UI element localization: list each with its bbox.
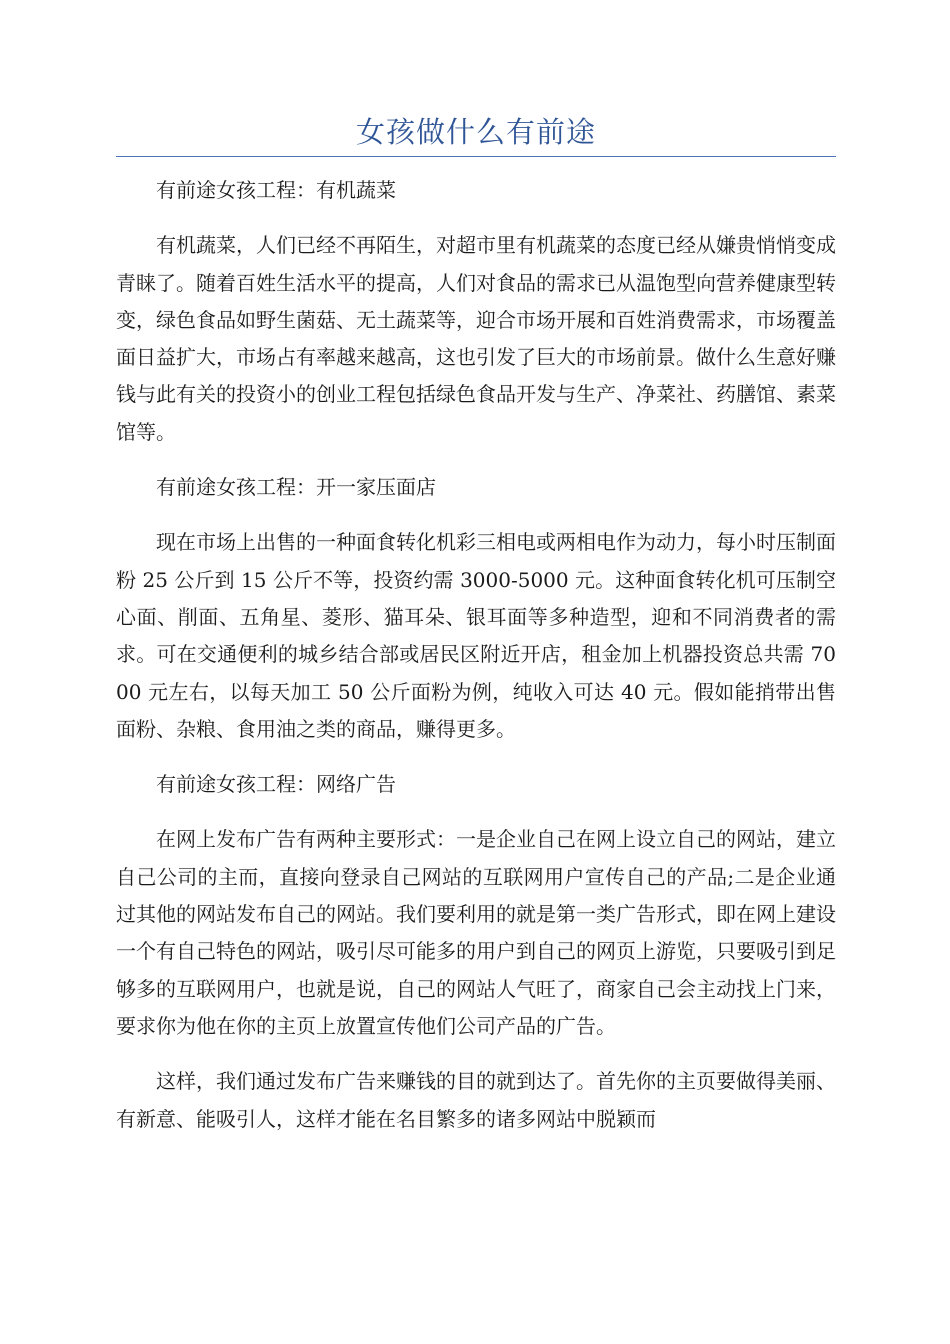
paragraph-organic-vegetables: 有机蔬菜，人们已经不再陌生，对超市里有机蔬菜的态度已经从嫌贵悄悄变成青睐了。随着百姓生活水平的提高，人们对食品的需求已从温饱型向营养健康型转变，绿色食品如野生菌菇、无土蔬菜等，迎合市场开展和百姓消费需求，市场覆盖面日益扩大，市场占有率越来越高，这也引发了巨大的市场前景。做什么生意好赚钱与此有关的投资小的创业工程包括绿色食品开发与生产、净菜社、药膳馆、素菜馆等。 xyxy=(116,233,836,444)
title-block xyxy=(116,112,836,157)
paragraph-online-advertising-1: 在网上发布广告有两种主要形式：一是企业自己在网上设立自己的网站，建立自己公司的主而，直接向登录自己网站的互联网用户宣传自己的产品;二是企业通过其他的网站发布自己的网站。我们要利用的就是第一类广告形式，即在网上建设一个有自己特色的网站，吸引尽可能多的用户到自己的网页上游览，只要吸引到足够多的互联网用户，也就是说，自己的网站人气旺了，商家自己会主动找上门来，要求你为他在你的主页上放置宣传他们公司产品的广告。 xyxy=(116,827,836,1038)
section-heading-online-advertising: 有前途女孩工程：网络广告 xyxy=(156,772,396,797)
page-title: 女孩做什么有前途 xyxy=(355,115,596,149)
document-body xyxy=(116,172,836,1156)
paragraph-online-advertising-2: 这样，我们通过发布广告来赚钱的目的就到达了。首先你的主页要做得美丽、有新意、能吸引人，这样才能在名目繁多的诸多网站中脱颖而 xyxy=(116,1069,836,1131)
section-heading-noodle-shop: 有前途女孩工程：开一家压面店 xyxy=(156,475,436,500)
paragraph-noodle-shop: 现在市场上出售的一种面食转化机彩三相电或两相电作为动力，每小时压制面粉 25 公斤到 15 公斤不等，投资约需 3000-5000 元。这种面食转化机可压制空心面、削面、五角星、菱形、猫耳朵、银耳面等多种造型，迎和不同消费者的需求。可在交通便利的城乡结合部或居民区附近开店，租金加上机器投资总共需 7000 元左右，以每天加工 50 公斤面粉为例，纯收入可达 40 元。假如能捎带出售面粉、杂粮、食用油之类的商品，赚得更多。 xyxy=(116,530,836,741)
section-heading-organic-vegetables: 有前途女孩工程：有机蔬菜 xyxy=(156,178,396,202)
